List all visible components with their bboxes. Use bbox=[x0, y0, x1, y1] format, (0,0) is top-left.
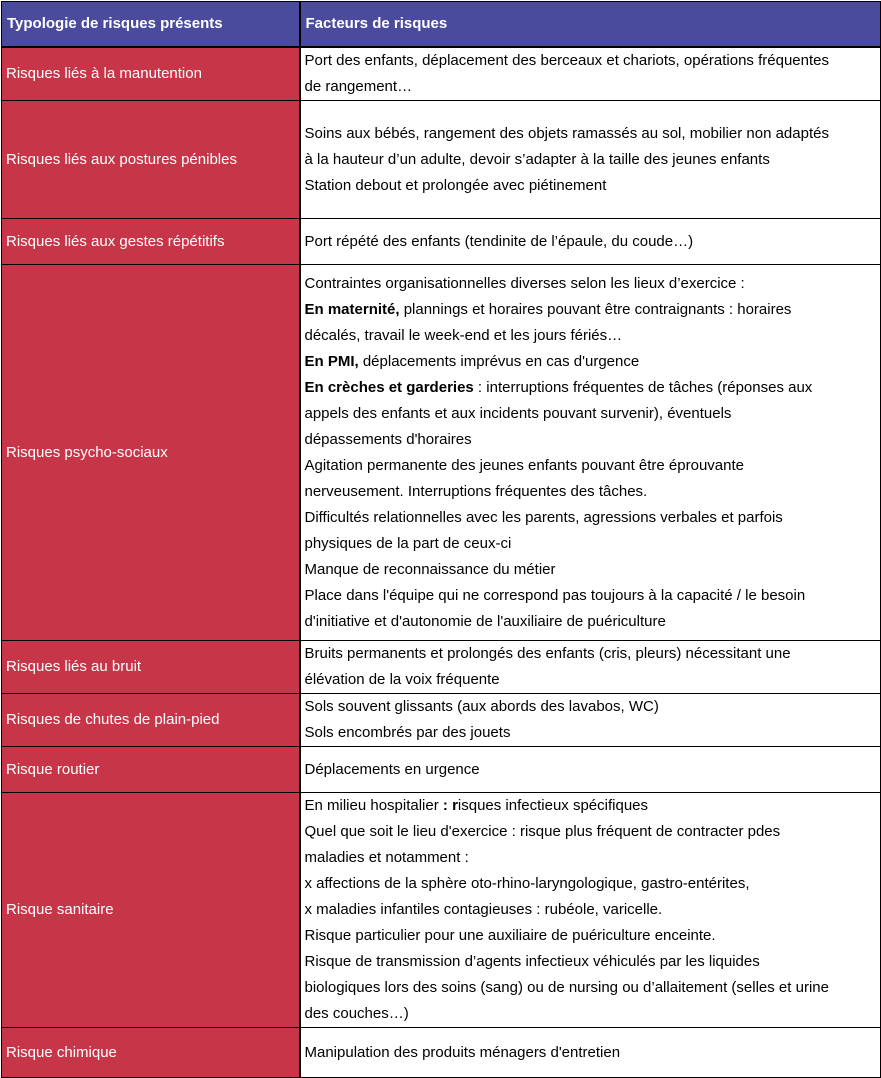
risk-factor-emphasis: En crèches et garderies bbox=[304, 378, 474, 396]
risk-category-cell: Risques de chutes de plain-pied bbox=[2, 694, 300, 747]
risk-factors-cell bbox=[300, 219, 881, 265]
risk-factor-line: Sols souvent glissants (aux abords des lavabos, WC) bbox=[304, 698, 659, 715]
risk-factors-cell bbox=[300, 747, 881, 793]
risk-factor-line: dépassements d'horaires bbox=[304, 430, 472, 448]
risk-factors-cell bbox=[300, 101, 881, 219]
header-risk-factors: Facteurs de risques bbox=[300, 2, 881, 48]
risk-factor-line: x affections de la sphère oto-rhino-laryngologique, gastro-entérites, bbox=[304, 875, 750, 892]
risk-factor-line: à la hauteur d’un adulte, devoir s’adapter à la taille des jeunes enfants bbox=[304, 150, 770, 168]
risk-factors-cell bbox=[300, 1028, 881, 1078]
risk-factor-line bbox=[305, 297, 876, 323]
risk-factor-line bbox=[305, 349, 876, 375]
risk-table bbox=[1, 1, 881, 1078]
risk-factor-line: des couches…) bbox=[304, 1005, 409, 1022]
risk-factor-line: appels des enfants et aux incidents pouvant survenir), éventuels bbox=[304, 404, 732, 422]
risk-category-cell: Risques liés au bruit bbox=[2, 641, 300, 694]
risk-factor-line: nerveusement. Interruptions fréquentes des tâches. bbox=[304, 482, 648, 500]
risk-factor-text: En milieu hospitalier bbox=[304, 797, 443, 814]
risk-factor-text: isques infectieux spécifiques bbox=[457, 797, 649, 814]
risk-category-cell: Risques liés aux postures pénibles bbox=[2, 101, 300, 219]
table-row bbox=[2, 47, 881, 101]
table-row bbox=[2, 101, 881, 219]
risk-factor-line bbox=[305, 793, 876, 819]
risk-factors-cell bbox=[300, 694, 881, 747]
table-row bbox=[2, 747, 881, 793]
risk-factor-line: x maladies infantiles contagieuses : rubéole, varicelle. bbox=[304, 901, 663, 918]
risk-factor-line: Station debout et prolongée avec piétinement bbox=[304, 176, 607, 194]
risk-factors-cell bbox=[300, 47, 881, 101]
risk-factors-cell bbox=[300, 793, 881, 1028]
risk-factor-line: Manipulation des produits ménagers d'entretien bbox=[304, 1043, 621, 1061]
risk-factor-line: Risque particulier pour une auxiliaire de puériculture enceinte. bbox=[304, 927, 716, 944]
header-risk-type: Typologie de risques présents bbox=[2, 2, 300, 48]
risk-factors-cell bbox=[300, 265, 881, 641]
risk-factor-line: Déplacements en urgence bbox=[304, 760, 480, 778]
risk-factor-emphasis: En PMI, bbox=[304, 352, 359, 370]
risk-category-cell: Risque sanitaire bbox=[2, 793, 300, 1028]
risk-factor-text: plannings et horaires pouvant être contraignants : horaires bbox=[399, 300, 792, 318]
risk-factor-emphasis: : r bbox=[442, 797, 458, 814]
risk-category-cell: Risques liés à la manutention bbox=[2, 47, 300, 101]
risk-factor-line: Agitation permanente des jeunes enfants pouvant être éprouvante bbox=[304, 456, 744, 474]
table-row bbox=[2, 793, 881, 1028]
table-body bbox=[2, 47, 881, 1078]
risk-category-cell: Risques psycho-sociaux bbox=[2, 265, 300, 641]
risk-factor-line: Manque de reconnaissance du métier bbox=[304, 560, 556, 578]
risk-factor-text: : interruptions fréquentes de tâches (réponses aux bbox=[473, 378, 813, 396]
risk-factor-line: maladies et notamment : bbox=[304, 849, 469, 866]
risk-factor-line: Risque de transmission d’agents infectieux véhiculés par les liquides bbox=[304, 953, 760, 970]
table-header-row bbox=[2, 2, 881, 48]
risk-factor-line: Soins aux bébés, rangement des objets ramassés au sol, mobilier non adaptés bbox=[304, 124, 829, 142]
table-row bbox=[2, 265, 881, 641]
risk-factor-line: Contraintes organisationnelles diverses selon les lieux d’exercice : bbox=[304, 274, 745, 292]
table-row bbox=[2, 641, 881, 694]
risk-factor-line bbox=[305, 375, 876, 401]
risk-factors-cell bbox=[300, 641, 881, 694]
risk-factor-line: Port des enfants, déplacement des berceaux et chariots, opérations fréquentes bbox=[304, 52, 829, 69]
risk-factor-line: élévation de la voix fréquente bbox=[304, 671, 500, 688]
table-row bbox=[2, 694, 881, 747]
risk-factor-line: Port répété des enfants (tendinite de l’épaule, du coude…) bbox=[304, 232, 694, 250]
risk-factor-emphasis: En maternité, bbox=[304, 300, 400, 318]
risk-factor-line: biologiques lors des soins (sang) ou de nursing ou d’allaitement (selles et urine bbox=[304, 979, 829, 996]
table-row bbox=[2, 219, 881, 265]
risk-factor-line: décalés, travail le week-end et les jours fériés… bbox=[304, 326, 623, 344]
risk-factor-line: Difficultés relationnelles avec les parents, agressions verbales et parfois bbox=[304, 508, 783, 526]
risk-factor-line: Quel que soit le lieu d'exercice : risque plus fréquent de contracter pdes bbox=[304, 823, 781, 840]
risk-factor-line: d'initiative et d'autonomie de l'auxiliaire de puériculture bbox=[304, 612, 666, 630]
risk-factor-text: déplacements imprévus en cas d'urgence bbox=[358, 352, 640, 370]
risk-factor-line: physiques de la part de ceux-ci bbox=[304, 534, 512, 552]
risk-category-cell: Risque chimique bbox=[2, 1028, 300, 1078]
risk-factor-line: Bruits permanents et prolongés des enfants (cris, pleurs) nécessitant une bbox=[304, 645, 791, 662]
risk-category-cell: Risques liés aux gestes répétitifs bbox=[2, 219, 300, 265]
risk-factor-line: Sols encombrés par des jouets bbox=[304, 724, 511, 741]
table-row bbox=[2, 1028, 881, 1078]
risk-category-cell: Risque routier bbox=[2, 747, 300, 793]
risk-factor-line: Place dans l'équipe qui ne correspond pas toujours à la capacité / le besoin bbox=[304, 586, 806, 604]
risk-factor-line: de rangement… bbox=[304, 78, 413, 95]
